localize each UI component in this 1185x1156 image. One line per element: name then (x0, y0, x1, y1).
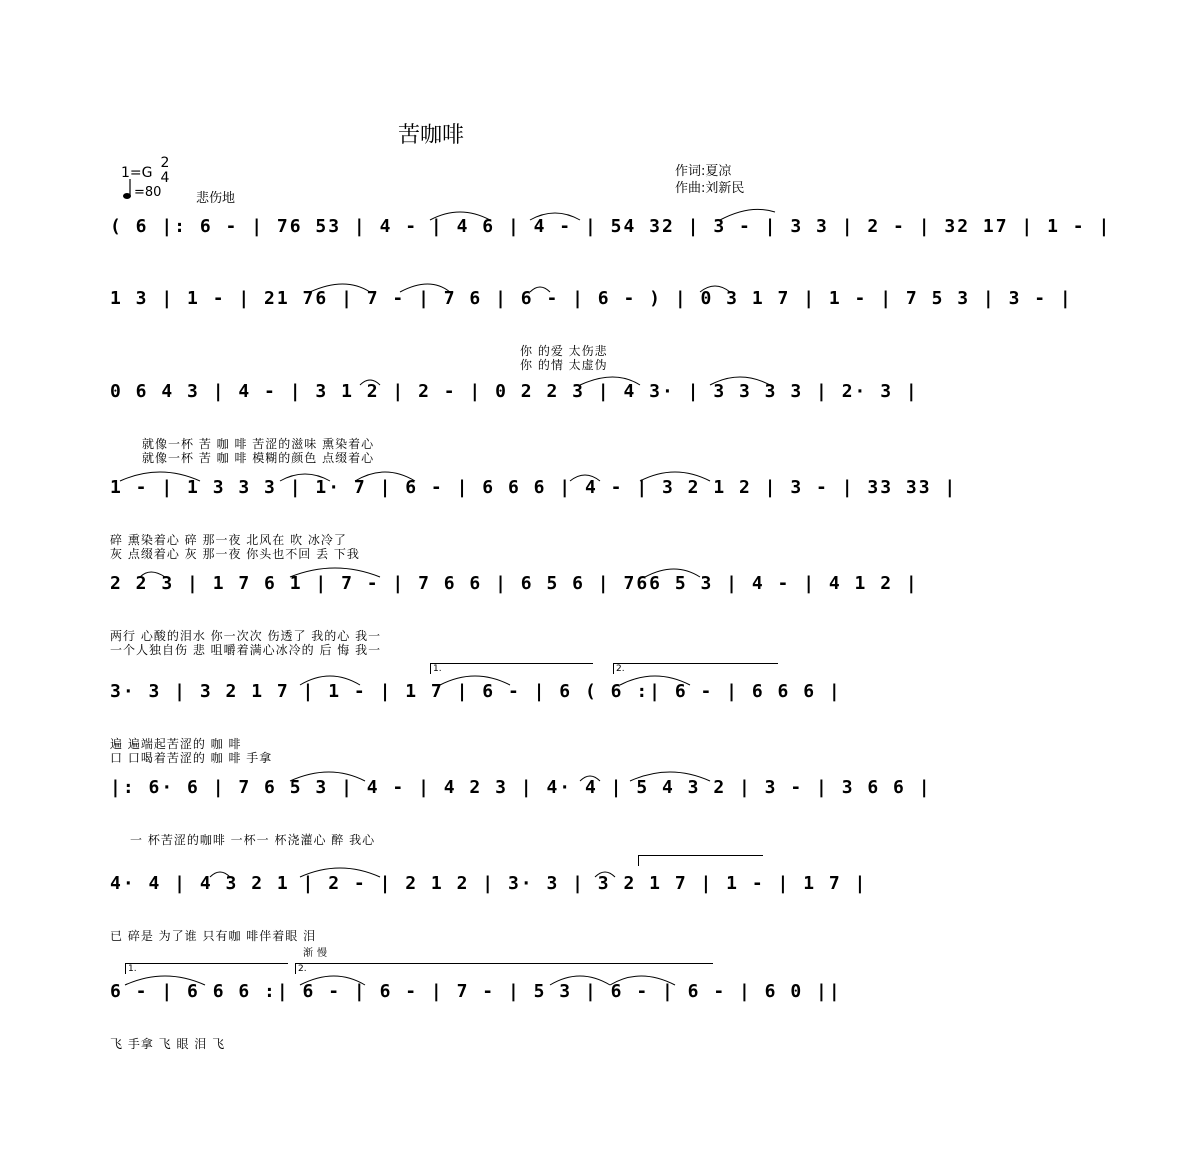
quarter-note-icon (123, 178, 132, 200)
score-row-9 (110, 964, 842, 1087)
lyric-verse-1: 碎 熏染着心 碎 那一夜 北风在 吹 冰冷了 (110, 533, 347, 547)
time-bottom: 4 (160, 170, 170, 186)
tempo-change-marking: 渐慢 (303, 948, 331, 959)
notes: 6 - | 6 6 6 :| 6 - | 6 - | 7 - | 5 3 | 6 - | 6 - | 6 0 || (110, 981, 842, 1002)
lyric-verse-1: 遍 遍端起苦涩的 咖 啡 (110, 737, 242, 751)
song-title: 苦咖啡 (397, 123, 464, 148)
lyric-verse-2: 灰 点缀着心 灰 那一夜 你头也不回 丢 下我 (110, 547, 360, 561)
notes: |: 6· 6 | 7 6 5 3 | 4 - | 4 2 3 | 4· 4 | 5 4 3 2 | 3 - | 3 6 6 | (110, 777, 932, 798)
volta-first: 1. (430, 663, 593, 674)
notes: 1 - | 1 3 3 3 | 1· 7 | 6 - | 6 6 6 | 4 - | 3 2 1 2 | 3 - | 33 33 | (110, 477, 958, 498)
volta-second: 2. (295, 963, 713, 974)
lyric-verse-1: 已 碎是 为了谁 只有咖 啡伴着眼 泪 (110, 929, 317, 943)
lyric-verse-2: 口 口喝着苦涩的 咖 啡 手拿 (110, 751, 273, 765)
lyric-verse-1: 你 的爱 太伤悲 (520, 344, 608, 358)
composer: 作曲:刘新民 (675, 181, 745, 196)
lyric-verse-1: 就像一杯 苦 咖 啡 苦涩的滋味 熏染着心 (142, 437, 375, 451)
credits (675, 163, 744, 197)
tempo-marking: =80 (134, 185, 162, 200)
key-signature: 1=G (121, 165, 153, 181)
notes: 1 3 | 1 - | 21 76 | 7 - | 7 6 | 6 - | 6 - ) | 0 3 1 7 | 1 - | 7 5 3 | 3 - | (110, 288, 1073, 309)
lyric-verse-2: 一个人独自伤 悲 咀嚼着满心冰冷的 后 悔 我一 (110, 643, 382, 657)
lyric-verse-1: 两行 心酸的泪水 你一次次 伤透了 我的心 我一 (110, 629, 382, 643)
notes: 4· 4 | 4 3 2 1 | 2 - | 2 1 2 | 3· 3 | 3 2 1 7 | 1 - | 1 7 | (110, 873, 868, 894)
lyric-verse-2: 你 的情 太虚伪 (520, 358, 608, 372)
notes: 3· 3 | 3 2 1 7 | 1 - | 1 7 | 6 - | 6 ( 6 :| 6 - | 6 6 6 | (110, 681, 842, 702)
time-top: 2 (160, 155, 170, 171)
lyric-verse-2: 就像一杯 苦 咖 啡 模糊的颜色 点缀着心 (142, 451, 375, 465)
volta-second: 2. (613, 663, 778, 674)
notes: ( 6 |: 6 - | 76 53 | 4 - | 4 6 | 4 - | 54 32 | 3 - | 3 3 | 2 - | 32 17 | 1 - | (110, 216, 1112, 237)
notes: 2 2 3 | 1 7 6 1 | 7 - | 7 6 6 | 6 5 6 | 766 5 3 | 4 - | 4 1 2 | (110, 573, 919, 594)
lyricist: 作词:夏凉 (675, 164, 732, 179)
notes: 0 6 4 3 | 4 - | 3 1 2 | 2 - | 0 2 2 3 | 4 3· | 3 3 3 3 | 2· 3 | (110, 381, 919, 402)
volta-first: 1. (125, 963, 288, 974)
lyric-verse-1: 一 杯苦涩的咖啡 一杯一 杯浇灌心 醉 我心 (130, 833, 376, 847)
mood-marking: 悲伤地 (196, 191, 236, 206)
lyric-verse-1: 飞 手拿 飞 眼 泪 飞 (110, 1037, 226, 1051)
time-signature (159, 156, 171, 186)
